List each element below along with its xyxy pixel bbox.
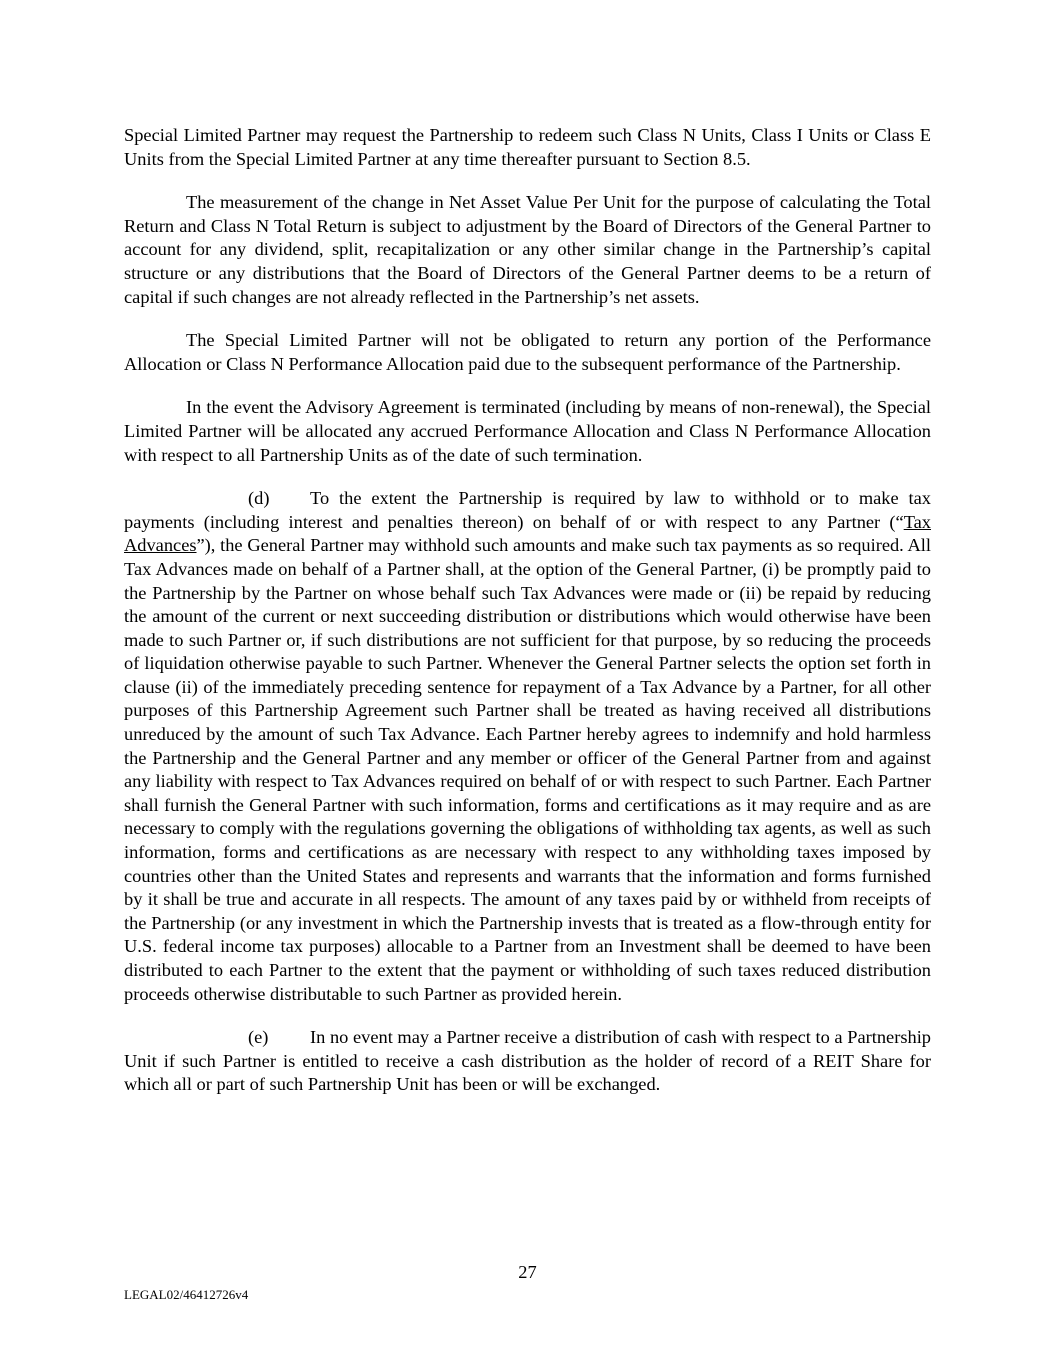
defined-term-tax-advances: Tax Advances — [124, 511, 931, 556]
clause-d-tax-advances — [124, 487, 931, 1006]
paragraph-redemption-continuation: Special Limited Partner may request the Partnership to redeem such Class N Units, Class I Units or Class E Units from the Special Limited Partner at any time thereafter pursuant to Section 8.5. — [124, 125, 931, 169]
clause-e-cash-distribution — [124, 1026, 931, 1097]
paragraph-nav-measurement: The measurement of the change in Net Asset Value Per Unit for the purpose of calculating the Total Return and Class N Total Return is subject to adjustment by the Board of Directors of the General Partner to account for any dividend, split, recapitalization or any other similar change in the Partnership’s capital structure or any distributions that the Board of Directors of the General Partner deems to be a return of capital if such changes are not already reflected in the Partnership’s net assets. — [124, 192, 931, 307]
clause-d-text-after: ”), the General Partner may withhold such amounts and make such tax payments as so required. All Tax Advances made on behalf of a Partner shall, at the option of the General Partner, (i) be promptly paid to the Partnership by the Partner on whose behalf such Tax Advances were made or (ii) be repaid by reducing the amount of the current or next succeeding distribution or distributions which would otherwise have been made to such Partner or, if such distributions are not sufficient for that purpose, by so reducing the proceeds of liquidation otherwise payable to such Partner. Whenever the General Partner selects the option set forth in clause (ii) of the immediately preceding sentence for repayment of a Tax Advance by a Partner, for all other purposes of this Partnership Agreement such Partner shall be treated as having received all distributions unreduced by the amount of such Tax Advance. Each Partner hereby agrees to indemnify and hold harmless the Partnership and the General Partner and any member or officer of the General Partner from and against any liability with respect to Tax Advances required on behalf of or with respect to such Partner. Each Partner shall furnish the General Partner with such information, forms and certifications as it may require and as are necessary to comply with the regulations governing the obligations of withholding tax agents, as well as such information, forms and certifications as are necessary with respect to any withholding taxes imposed by countries other than the United States and represents and warrants that the information and forms furnished by it shall be true and accurate in all respects. The amount of any taxes paid by or withheld from receipts of the Partnership (or any investment in which the Partnership invests that is treated as a flow-through entity for U.S. federal income tax purposes) allocable to a Partner from an Investment shall be deemed to have been distributed to each Partner to the extent that the payment or withholding of such taxes reduced distribution proceeds otherwise distributable to such Partner as provided herein. — [124, 535, 931, 1004]
page-number: 27 — [518, 1262, 537, 1282]
clause-d-marker: (d) — [248, 488, 270, 509]
clause-e-marker: (e) — [248, 1027, 269, 1048]
document-page — [124, 124, 931, 1117]
clause-e-text: In no event may a Partner receive a distribution of cash with respect to a Partnership Unit if such Partner is entitled to receive a cash distribution as the holder of record of a REIT Share for which all or part of such Partnership Unit has been or will be exchanged. — [124, 1027, 931, 1095]
clause-d-text-before: To the extent the Partnership is required by law to withhold or to make tax payments (including interest and penalties thereon) on behalf of or with respect to any Partner (“ — [124, 488, 931, 532]
paragraph-advisory-termination: In the event the Advisory Agreement is terminated (including by means of non-renewal), the Special Limited Partner will be allocated any accrued Performance Allocation and Class N Performance Allocation with respect to all Partnership Units as of the date of such termination. — [124, 397, 931, 465]
paragraph-no-return-obligation: The Special Limited Partner will not be obligated to return any portion of the Performance Allocation or Class N Performance Allocation paid due to the subsequent performance of the Partnership. — [124, 330, 931, 374]
document-code: LEGAL02/46412726v4 — [124, 1287, 249, 1302]
